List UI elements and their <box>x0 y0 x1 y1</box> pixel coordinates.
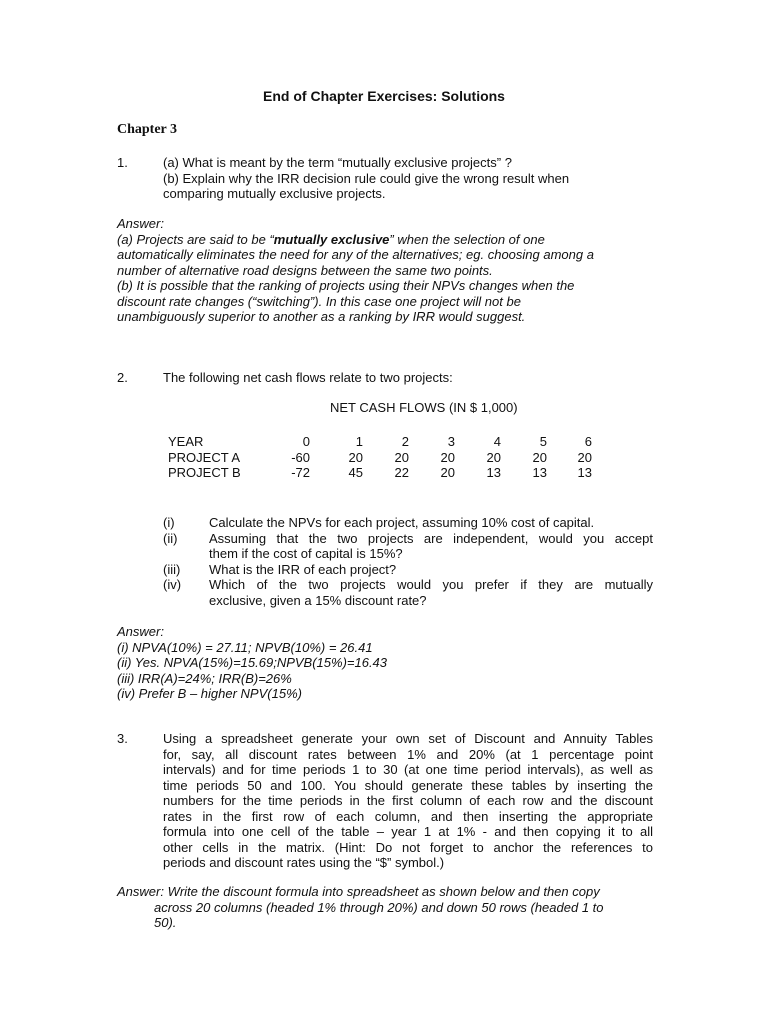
cash-flow-table <box>168 434 592 481</box>
answer-2-line: (i) NPVA(10%) = 27.11; NPVB(10%) = 26.41 <box>117 639 373 655</box>
answer-1a-post: ” when the selection of one <box>389 231 545 247</box>
question-3-line: formula into one cell of the table – year 1 at 1% - and then copying it to all <box>163 824 653 839</box>
subquestion-line: What is the IRR of each project? <box>209 561 397 577</box>
cash-flow-table-title: NET CASH FLOWS (IN $ 1,000) <box>330 400 518 415</box>
subquestion-line: Calculate the NPVs for each project, assuming 10% cost of capital. <box>209 515 595 530</box>
question-3-line: rates in the first row of each column, and then inserting the appropriate <box>163 808 653 824</box>
table-cell: 2 <box>401 434 409 449</box>
table-cell: 13 <box>532 465 547 480</box>
question-1-line: (b) Explain why the IRR decision rule could give the wrong result when <box>163 170 570 186</box>
subquestion-list <box>163 515 653 608</box>
subquestion-number: (iv) <box>163 577 182 592</box>
table-cell: 20 <box>440 465 455 480</box>
answer-1-line: (b) It is possible that the ranking of projects using their NPVs changes when the <box>117 278 575 293</box>
table-row-label: PROJECT B <box>168 465 241 480</box>
table-cell: -60 <box>291 449 310 465</box>
table-cell: 45 <box>348 465 363 480</box>
subquestion-line: exclusive, given a 15% discount rate? <box>209 592 427 608</box>
table-cell: 22 <box>394 465 409 480</box>
answer-2-line: (iv) Prefer B – higher NPV(15%) <box>117 686 302 701</box>
table-cell: 20 <box>486 449 501 465</box>
answer-1-line <box>117 232 657 248</box>
question-3-line: time periods 50 and 100. You should generate these tables by inserting the <box>163 777 653 793</box>
table-row <box>168 465 592 481</box>
question-2-intro: The following net cash flows relate to two projects: <box>163 370 453 385</box>
table-cell: 20 <box>532 449 547 465</box>
subquestion-number: (ii) <box>163 530 178 546</box>
answer-1a-pre: (a) Projects are said to be “ <box>117 231 274 247</box>
answer-1-line: automatically eliminates the need for any of the alternatives; eg. choosing among a <box>117 247 594 262</box>
list-item <box>163 531 653 562</box>
answer-1-line: number of alternative road designs between the same two points. <box>117 262 493 278</box>
question-3-line: intervals) and for time periods 1 to 30 (at one time period intervals), as well as <box>163 762 653 777</box>
subquestion-number: (i) <box>163 515 175 530</box>
subquestion-line: Assuming that the two projects are independent, would you accept <box>209 530 653 546</box>
table-cell: 13 <box>486 465 501 480</box>
answer-2 <box>117 624 657 702</box>
answer-1 <box>117 216 657 325</box>
answer-1-line: unambiguously superior to another as a ranking by IRR would suggest. <box>117 309 526 324</box>
subquestion-text <box>209 577 653 608</box>
table-cell: 5 <box>539 434 547 449</box>
table-header-row <box>168 434 592 450</box>
question-2-number: 2. <box>117 370 128 385</box>
answer-2-label: Answer: <box>117 624 164 639</box>
answer-1a-bold: mutually exclusive <box>273 231 390 247</box>
answer-3 <box>117 884 657 931</box>
question-1-number: 1. <box>117 155 128 170</box>
subquestion-line: them if the cost of capital is 15%? <box>209 546 403 561</box>
table-cell: 20 <box>577 449 592 465</box>
answer-2-line: (iii) IRR(A)=24%; IRR(B)=26% <box>117 670 292 686</box>
subquestion-text <box>209 562 653 578</box>
question-3-line: numbers for the time periods in the first column of each row and the discount <box>163 793 653 808</box>
list-item <box>163 562 653 578</box>
table-cell: 20 <box>440 449 455 465</box>
table-cell: 3 <box>447 434 455 449</box>
subquestion-line: Which of the two projects would you prefer if they are mutually <box>209 577 653 592</box>
question-1-line: comparing mutually exclusive projects. <box>163 186 386 201</box>
table-cell: 20 <box>348 449 363 465</box>
page-title: End of Chapter Exercises: Solutions <box>263 88 505 104</box>
table-header-label: YEAR <box>168 434 204 449</box>
question-1-text <box>163 155 653 202</box>
question-3-line: for, say, all discount rates between 1% and 20% (at 1 percentage point <box>163 746 653 762</box>
table-cell: 1 <box>355 434 363 449</box>
list-item <box>163 577 653 608</box>
table-cell: 0 <box>302 434 310 449</box>
table-cell: 20 <box>394 449 409 465</box>
table-row-label: PROJECT A <box>168 449 241 465</box>
list-item <box>163 515 653 531</box>
question-3-number: 3. <box>117 731 128 746</box>
answer-1-line: discount rate changes (“switching”). In this case one project will not be <box>117 293 521 309</box>
question-3-line: periods and discount rates using the “$” symbol.) <box>163 855 445 870</box>
table-cell: 13 <box>577 465 592 480</box>
answer-1-label: Answer: <box>117 216 164 231</box>
subquestion-text <box>209 531 653 562</box>
question-3-text <box>163 731 653 871</box>
table-cell: 4 <box>493 434 501 449</box>
answer-3-line: 50). <box>154 915 177 930</box>
answer-3-line: across 20 columns (headed 1% through 20%) and down 50 rows (headed 1 to <box>154 899 604 915</box>
table-cell: 6 <box>584 434 592 449</box>
question-3-line: other cells in the matrix. (Hint: Do not forget to anchor the references to <box>163 839 653 855</box>
question-3-line: Using a spreadsheet generate your own set of Discount and Annuity Tables <box>163 731 653 746</box>
question-1-line: (a) What is meant by the term “mutually exclusive projects” ? <box>163 155 512 170</box>
answer-3-line: Answer: Write the discount formula into spreadsheet as shown below and then copy <box>117 884 600 899</box>
subquestion-text <box>209 515 653 531</box>
table-cell: -72 <box>291 465 310 480</box>
chapter-heading: Chapter 3 <box>117 122 178 137</box>
answer-2-line: (ii) Yes. NPVA(15%)=15.69;NPVB(15%)=16.43 <box>117 655 388 670</box>
subquestion-number: (iii) <box>163 561 181 577</box>
table-row <box>168 450 592 466</box>
